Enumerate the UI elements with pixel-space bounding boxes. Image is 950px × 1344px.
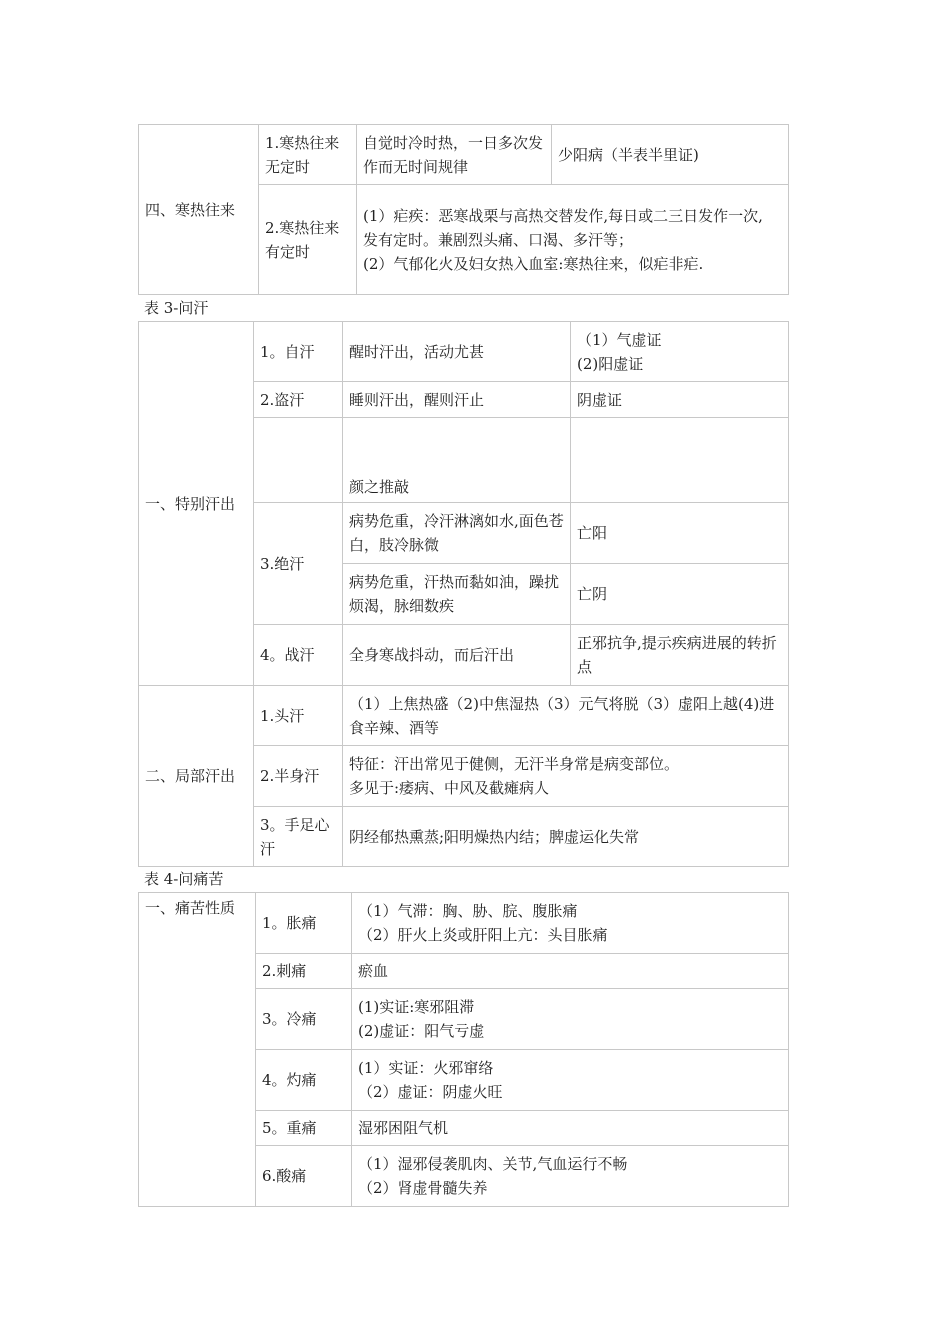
item-desc: (1）实证：火邪窜络 （2）虚证：阴虚火旺 (352, 1050, 789, 1111)
item-desc: （1）上焦热盛（2)中焦湿热（3）元气将脱（3）虚阳上越(4)进食辛辣、酒等 (343, 686, 789, 746)
item-desc: 睡则汗出，醒则汗止 (343, 382, 571, 418)
item-desc: 阴经郁热熏蒸;阳明燥热内结；脾虚运化失常 (343, 807, 789, 867)
table-row (139, 893, 789, 954)
item-desc: 瘀血 (352, 954, 789, 989)
table-cold-heat (138, 124, 789, 295)
item-name: 1.头汗 (254, 686, 343, 746)
caption-table3: 表 3-问汗 (144, 299, 209, 317)
group-cell: 二、局部汗出 (139, 686, 254, 867)
item-desc: 病势危重，汗热而黏如油，躁扰烦渴，脉细数疾 (343, 564, 571, 625)
group-cell: 一、特别汗出 (139, 322, 254, 686)
item-desc: （1）气滞：胸、胁、脘、腹胀痛 （2）肝火上炎或肝阳上亢：头目胀痛 (352, 893, 789, 954)
item-desc: （1）湿邪侵袭肌肉、关节,气血运行不畅 （2）肾虚骨髓失养 (352, 1146, 789, 1207)
item-desc: 病势危重，冷汗淋漓如水,面色苍白，肢冷脉微 (343, 503, 571, 564)
item-cause: 阴虚证 (571, 382, 789, 418)
group-cell: 一、痛苦性质 (139, 893, 256, 1207)
item-desc: 特征：汗出常见于健侧，无汗半身常是病变部位。 多见于:痿病、中风及截瘫病人 (343, 746, 789, 807)
item-name: 3。冷痛 (256, 989, 352, 1050)
item-cause: 亡阳 (571, 503, 789, 564)
item-desc: (1)实证:寒邪阻滞 (2)虚证：阳气亏虚 (352, 989, 789, 1050)
item-name: 1。自汗 (254, 322, 343, 382)
item-desc: (1）疟疾：恶寒战栗与高热交替发作,每日或二三日发作一次, 发有定时。兼剧烈头痛、口渴、多汗等； (2）气郁化火及妇女热入血室:寒热往来，似疟非疟. (357, 185, 789, 295)
item-name: 4。灼痛 (256, 1050, 352, 1111)
item-name (254, 418, 343, 503)
item-name: 2.半身汗 (254, 746, 343, 807)
item-desc: 全身寒战抖动，而后汗出 (343, 625, 571, 686)
item-desc: 自觉时冷时热，一日多次发作而无时间规律 (357, 125, 552, 185)
item-desc: 颜之推敲 (343, 418, 571, 503)
table-sweat (138, 321, 789, 867)
item-cause (571, 418, 789, 503)
item-name: 3.绝汗 (254, 503, 343, 625)
item-name: 6.酸痛 (256, 1146, 352, 1207)
caption-table4: 表 4-问痛苦 (144, 870, 224, 888)
item-cause: 正邪抗争,提示疾病进展的转折点 (571, 625, 789, 686)
table-row (139, 686, 789, 746)
item-cause: （1）气虚证 (2)阳虚证 (571, 322, 789, 382)
item-cause: 少阳病（半表半里证) (552, 125, 789, 185)
item-desc: 湿邪困阻气机 (352, 1111, 789, 1146)
item-name: 2.刺痛 (256, 954, 352, 989)
table-pain (138, 892, 789, 1207)
item-name: 4。战汗 (254, 625, 343, 686)
item-name: 5。重痛 (256, 1111, 352, 1146)
item-name: 1。胀痛 (256, 893, 352, 954)
item-desc: 醒时汗出，活动尤甚 (343, 322, 571, 382)
item-name: 1.寒热往来无定时 (259, 125, 357, 185)
item-cause: 亡阴 (571, 564, 789, 625)
table-row (139, 322, 789, 382)
item-name: 2.寒热往来有定时 (259, 185, 357, 295)
item-name: 2.盗汗 (254, 382, 343, 418)
table-row (139, 125, 789, 185)
group-cell: 四、寒热往来 (139, 125, 259, 295)
item-name: 3。手足心汗 (254, 807, 343, 867)
